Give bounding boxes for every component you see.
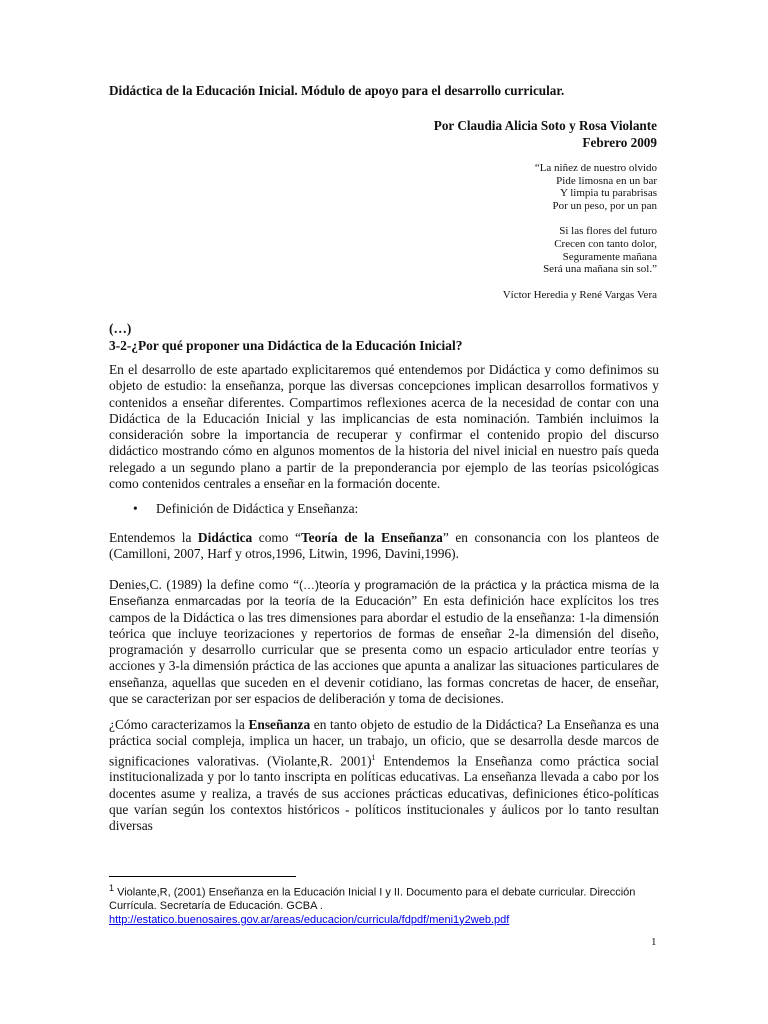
footnote-text: Violante,R, (2001) Enseñanza en la Educación Inicial I y II. Documento para el debate curricular. Dirección Currícula. Secretaría de Educación. GCBA .	[109, 886, 636, 913]
bullet-text: Definición de Didáctica y Enseñanza:	[156, 501, 359, 516]
section-heading: 3-2-¿Por qué proponer una Didáctica de la Educación Inicial?	[109, 338, 463, 353]
poem-line: Por un peso, por un pan	[552, 199, 657, 212]
document-title: Didáctica de la Educación Inicial. Módulo de apoyo para el desarrollo curricular.	[109, 83, 565, 98]
poem-line: Seguramente mañana	[562, 250, 657, 263]
text-run: ” en consonancia con los planteos de (Camilloni, 2007, Harf y otros,1996, Litwin, 1996, Davini,1996).	[109, 530, 660, 562]
author-block	[434, 117, 657, 151]
poem-line: Crecen con tanto dolor,	[554, 237, 657, 250]
page-number: 1	[651, 936, 657, 948]
paragraph-ensenanza	[109, 717, 659, 835]
footnote-link[interactable]: http://estatico.buenosaires.gov.ar/areas/educacion/curricula/fdpdf/meni1y2web.pdf	[109, 913, 510, 926]
paragraph-intro: En el desarrollo de este apartado explicitaremos qué entendemos por Didáctica y como definimos su objeto de estudio: la enseñanza, porque las diversas concepciones implican desarrollos formativos y contenidos a enseñar diferentes. Compartimos reflexiones acerca de la necesidad de contar con una Didáctica de la Educación Inicial y las implicancias de esta nominación. También incluimos la consideración sobre la importancia de recuperar y confirmar el contenido propio del discurso didáctico mostrando cómo en algunos momentos de la historia del nivel inicial en nuestro país queda relegado a un segundo plano a partir de la preponderancia por ejemplo de las teorías psicológicas como contenidos centrales a enseñar en la formación docente.	[109, 362, 659, 492]
date-line: Febrero 2009	[582, 135, 657, 150]
footnote-divider	[109, 876, 296, 877]
authors-line: Por Claudia Alicia Soto y Rosa Violante	[433, 118, 657, 133]
text-run: Entendemos la Enseñanza como práctica social institucionalizada y por lo tanto inscripta en políticas educativas. La enseñanza llevada a cabo por los docentes asume y realiza, a través de sus acciones prácticas educativas, definiciones ético-políticas que varían según los contextos históricos - políticos institucionales y áulicos por lo tanto resultan diversas	[109, 753, 659, 834]
section-heading-block	[109, 320, 462, 354]
footnote-number: 1	[109, 883, 115, 893]
section-ellipsis: (…)	[109, 321, 132, 336]
poem-line: Si las flores del futuro	[559, 225, 657, 238]
footnote-reference[interactable]: 1	[371, 752, 376, 762]
poem-line: Pide limosna en un bar	[556, 174, 657, 187]
poem-line: Y limpia tu parabrisas	[559, 187, 657, 200]
paragraph-didactica-definition	[109, 530, 659, 563]
paragraph-denies-definition	[109, 577, 659, 707]
epigraph-stanza-2	[503, 225, 657, 275]
bullet-item	[133, 501, 358, 517]
text-run: ” En esta definición hace explícitos los tres campos de la Didáctica o las tres dimensiones para abordar el estudio de la enseñanza: 1-la dimensión teórica que incluye teorizaciones y repertorios de formas de enseñar 2-la dimensión del diseño, programación y desarrollo curricular que se presenta como un espacio articulador entre teorías y acciones y 3-la dimensión práctica de las acciones que apunta a analizar las situaciones particulares de enseñanza, aquellas que suceden en el devenir cotidiano, las formas concretas de hacer, de enseñar, que se caracterizan por ser espacios de deliberación y toma de decisiones.	[109, 593, 659, 707]
poem-line: “La niñez de nuestro olvido	[534, 162, 657, 174]
text-run: Denies,C. (1989) la define como “	[109, 577, 300, 592]
bullet-dot-icon: •	[133, 501, 138, 516]
footnote	[109, 882, 669, 927]
poem-line: Será una mañana sin sol.”	[543, 263, 657, 276]
bold-term: Enseñanza	[248, 717, 311, 732]
text-run: en tanto objeto de estudio de la Didáctica? La Enseñanza es una práctica social compleja, implica un hacer, un trabajo, un oficio, que se desarrolla desde marcos de significaciones valorativas. (Violante,R. 2001)	[109, 717, 659, 769]
quoted-definition: (…)teoría y programación de la práctica y la práctica misma de la Enseñanza enmarcadas por la teoría de la Educación	[109, 578, 659, 609]
text-run: como “	[252, 530, 301, 545]
text-run: Entendemos la	[109, 530, 198, 545]
epigraph	[503, 162, 657, 301]
bold-term: Teoría de la Enseñanza	[300, 530, 443, 545]
epigraph-credit: Víctor Heredia y René Vargas Vera	[502, 288, 657, 301]
bold-term: Didáctica	[197, 530, 253, 545]
epigraph-stanza-1	[503, 162, 657, 212]
text-run: ¿Cómo caracterizamos la	[109, 717, 249, 732]
